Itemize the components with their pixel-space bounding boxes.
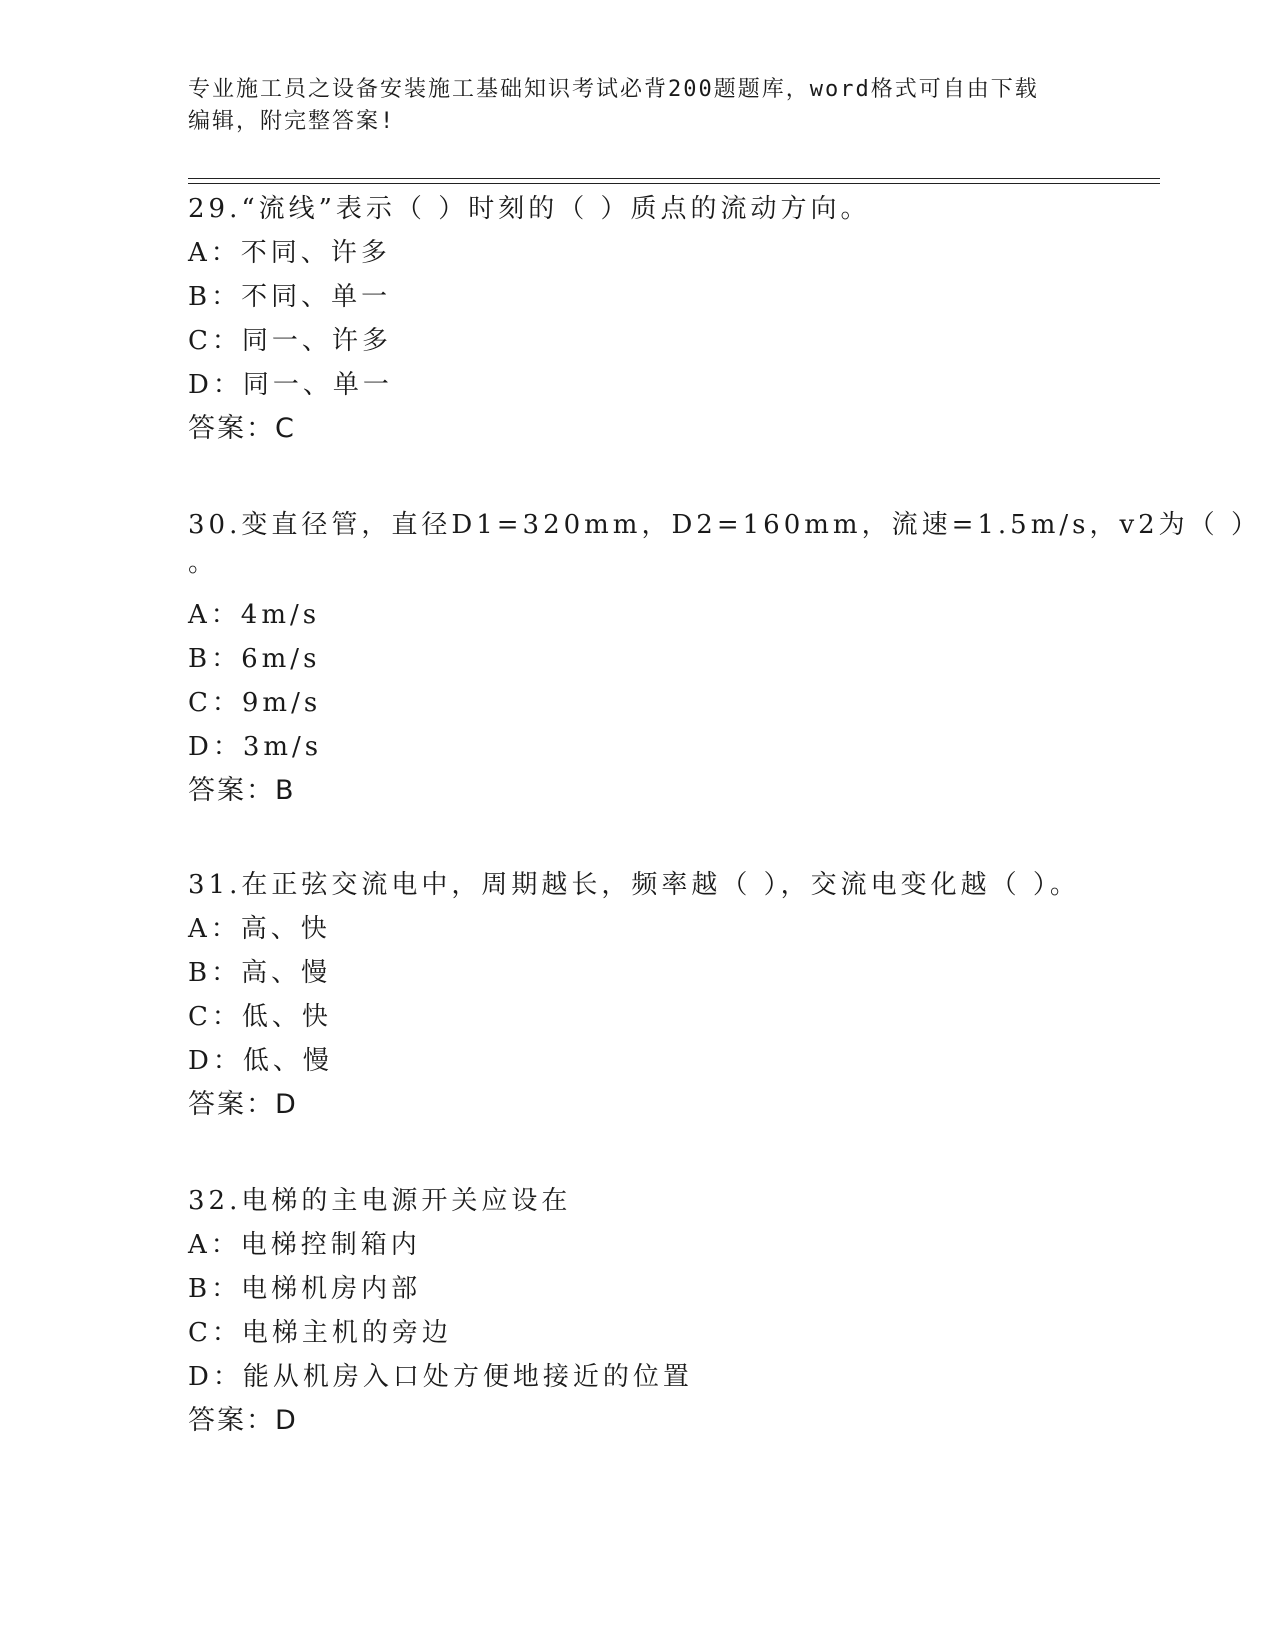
- header-line-2: 编辑，附完整答案!: [188, 109, 396, 134]
- header-divider-top: [188, 178, 1160, 179]
- question-30-stem: 30.变直径管，直径D1=320mm，D2=160mm，流速=1.5m/s，v2为（ ）: [188, 510, 1261, 540]
- question-30-stem-continuation: 。: [188, 548, 219, 578]
- question-29-option-a: A：不同、许多: [188, 238, 391, 268]
- document-header: [188, 74, 1068, 138]
- question-32-stem: 32.电梯的主电源开关应设在: [188, 1186, 572, 1216]
- header-line-1: 专业施工员之设备安装施工基础知识考试必背200题题库，word格式可自由下载: [188, 77, 1039, 102]
- question-29-stem: 29.“流线”表示（ ）时刻的（ ）质点的流动方向。: [188, 194, 871, 224]
- question-32-option-c: C：电梯主机的旁边: [188, 1318, 452, 1348]
- question-30-option-b: B：6m/s: [188, 644, 321, 674]
- question-30-answer: 答案：B: [188, 775, 296, 806]
- question-32-option-b: B：电梯机房内部: [188, 1274, 422, 1304]
- question-29-option-d: D：同一、单一: [188, 370, 393, 400]
- question-30-option-a: A：4m/s: [188, 600, 321, 630]
- question-30-option-d: D：3m/s: [188, 732, 323, 762]
- question-31-option-b: B：高、慢: [188, 958, 332, 988]
- question-31-stem: 31.在正弦交流电中，周期越长，频率越（ ），交流电变化越（ ）。: [188, 870, 1080, 900]
- question-32-answer: 答案：D: [188, 1405, 298, 1436]
- question-32-option-d: D：能从机房入口处方便地接近的位置: [188, 1362, 693, 1392]
- question-31-option-c: C：低、快: [188, 1002, 332, 1032]
- question-32-option-a: A：电梯控制箱内: [188, 1230, 421, 1260]
- question-31-answer: 答案：D: [188, 1089, 298, 1120]
- question-31-option-d: D：低、慢: [188, 1046, 333, 1076]
- question-31-option-a: A：高、快: [188, 914, 331, 944]
- question-30-option-c: C：9m/s: [188, 688, 322, 718]
- question-29-answer: 答案：C: [188, 413, 296, 444]
- question-29-option-b: B：不同、单一: [188, 282, 392, 312]
- question-29-option-c: C：同一、许多: [188, 326, 392, 356]
- header-divider-bottom: [188, 183, 1160, 184]
